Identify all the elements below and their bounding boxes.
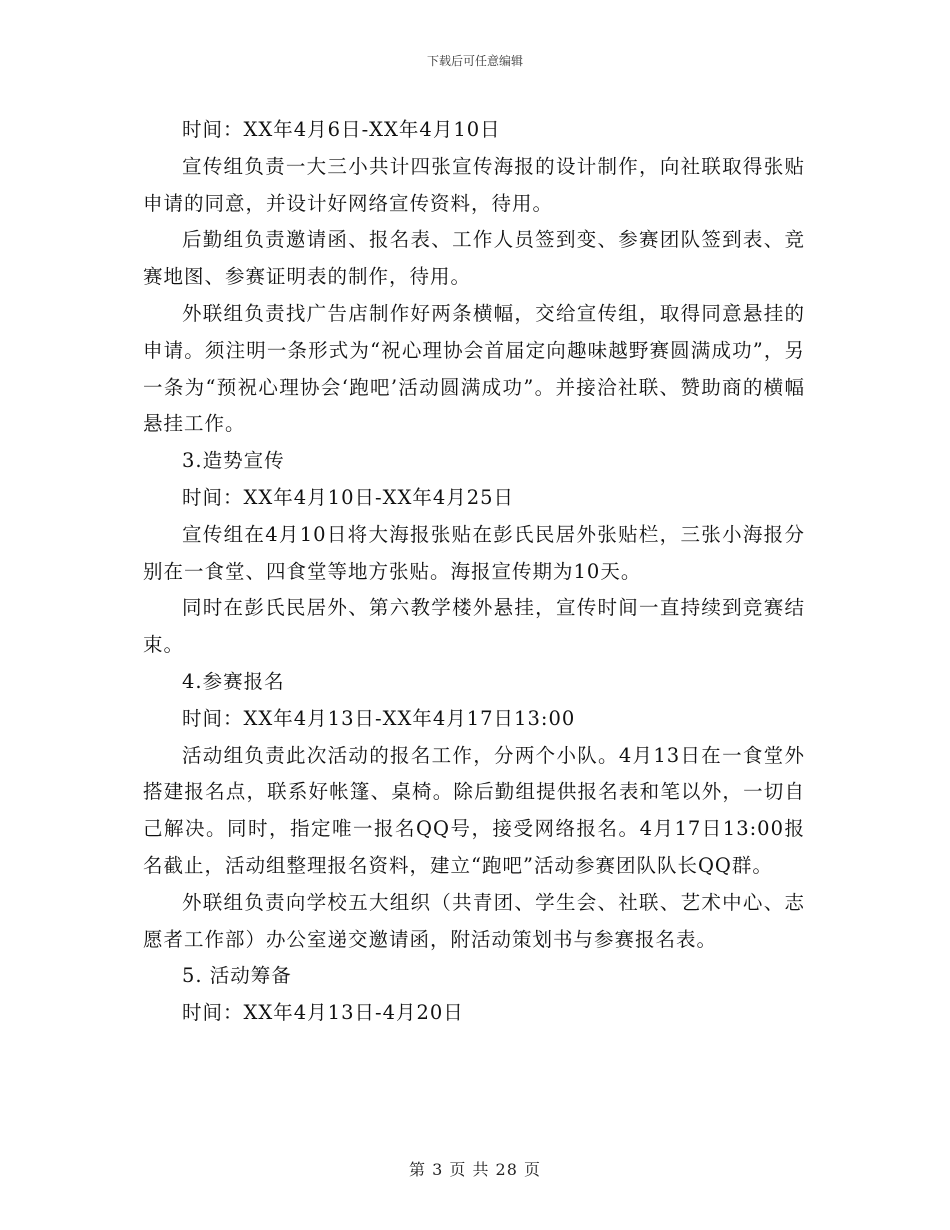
paragraph: 后勤组负责邀请函、报名表、工作人员签到变、参赛团队签到表、竞赛地图、参赛证明表的制作，待用。 <box>143 228 805 289</box>
section-heading: 4.参赛报名 <box>182 669 285 693</box>
paragraph: 宣传组负责一大三小共计四张宣传海报的设计制作，向社联取得张贴申请的同意，并设计好网络宣传资料，待用。 <box>143 154 805 215</box>
paragraph: 外联组负责找广告店制作好两条横幅，交给宣传组，取得同意悬挂的申请。须注明一条形式为“祝心理协会首届定向趣味越野赛圆满成功”，另一条为“预祝心理协会‘跑吧’活动圆满成功”。并接洽社联、赞助商的横幅悬挂工作。 <box>143 301 805 436</box>
page-header: 下载后可任意编辑 <box>426 54 523 68</box>
paragraph: 活动组负责此次活动的报名工作，分两个小队。4月13日在一食堂外搭建报名点，联系好帐篷、桌椅。除后勤组提供报名表和笔以外，一切自己解决。同时，指定唯一报名QQ号，接受网络报名。4月17日13:00报名截止，活动组整理报名资料，建立“跑吧”活动参赛团队队长QQ群。 <box>143 743 805 877</box>
page-footer: 第 3 页 共 28 页 <box>409 1160 541 1179</box>
document-body <box>143 112 805 1032</box>
paragraph: 时间：XX年4月10日-XX年4月25日 <box>182 485 515 509</box>
paragraph: 同时在彭氏民居外、第六教学楼外悬挂，宣传时间一直持续到竞赛结束。 <box>143 596 805 657</box>
paragraph: 时间：XX年4月6日-XX年4月10日 <box>182 118 501 141</box>
paragraph: 时间：XX年4月13日-4月20日 <box>182 1001 464 1025</box>
section-heading: 5. 活动筹备 <box>182 964 292 988</box>
section-heading: 3.造势宣传 <box>182 449 285 473</box>
paragraph: 时间：XX年4月13日-XX年4月17日13:00 <box>182 706 576 730</box>
paragraph: 宣传组在4月10日将大海报张贴在彭氏民居外张贴栏，三张小海报分别在一食堂、四食堂等地方张贴。海报宣传期为10天。 <box>143 522 805 583</box>
paragraph: 外联组负责向学校五大组织（共青团、学生会、社联、艺术中心、志愿者工作部）办公室递交邀请函，附活动策划书与参赛报名表。 <box>143 890 805 951</box>
